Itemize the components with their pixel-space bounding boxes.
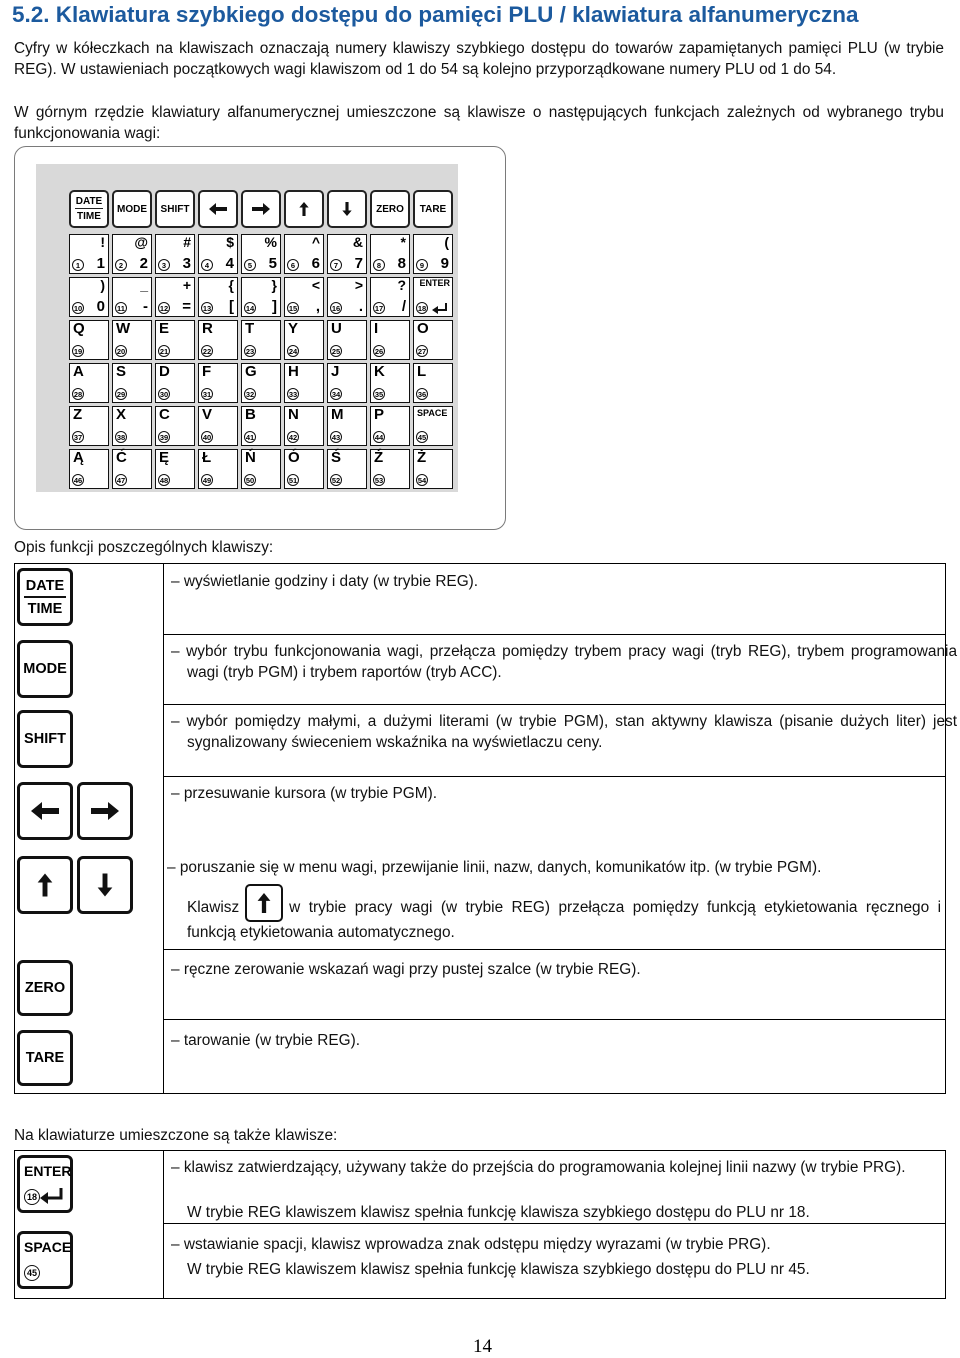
z-row-key-38 xyxy=(112,406,152,446)
key-symbol: { xyxy=(228,277,234,293)
plu-number: 26 xyxy=(374,347,384,356)
q-row-key-22 xyxy=(198,320,238,360)
key-main: 9 xyxy=(440,255,449,272)
plu-number: 19 xyxy=(73,347,83,356)
enter-label: ENTER xyxy=(419,278,450,288)
plu-number: 4 xyxy=(201,259,213,271)
key-letter: Y xyxy=(288,320,299,337)
key-letter: U xyxy=(331,320,342,337)
date-description: – wyświetlanie godziny i daty (w trybie REG). xyxy=(171,573,479,590)
function-keys-table xyxy=(14,563,957,1094)
key-symbol: } xyxy=(271,277,277,293)
key-letter: F xyxy=(202,363,212,380)
key-letter: Ę xyxy=(159,449,170,466)
z-row-key-39 xyxy=(155,406,195,446)
space-label: SPACE xyxy=(24,1239,72,1255)
plu-number: 48 xyxy=(159,476,169,485)
shift-key: SHIFT xyxy=(17,710,73,768)
other-keys-label: Na klawiaturze umieszczone są także klawisze: xyxy=(14,1127,338,1144)
right-arrow-icon xyxy=(91,800,119,822)
date-label: DATE xyxy=(24,578,66,598)
a-row-key-30 xyxy=(155,363,195,403)
arrows-description: – przesuwanie kursora (w trybie PGM). xyxy=(171,785,437,802)
plu-number: 29 xyxy=(116,390,126,399)
updown-description: – poruszanie się w menu wagi, przewijanie linii, nazw, danych, komunikatów itp. (w trybie PGM). xyxy=(167,859,822,876)
key-symbol: < xyxy=(311,277,320,293)
plu-number: 3 xyxy=(158,259,170,271)
plu-number: 37 xyxy=(73,433,83,442)
time-label: TIME xyxy=(27,600,63,617)
polish-row-key-49 xyxy=(198,449,238,489)
key-letter: V xyxy=(202,406,213,423)
shift-description: – wybór pomiędzy małymi, a dużymi literami (w trybie PGM), stan aktywny klawisza (pisanie dużych liter) jest sygnalizowany świeceniem wskaźnika na wyświetlaczu ceny. xyxy=(171,713,957,751)
plu-number: 36 xyxy=(417,390,427,399)
symbol-row-key-15 xyxy=(284,277,324,317)
digit-row-key-4 xyxy=(198,234,238,274)
symbol-row-key-16 xyxy=(327,277,367,317)
key-letter: Ó xyxy=(288,449,300,466)
key-letter: K xyxy=(374,363,385,380)
key-symbol: ^ xyxy=(311,234,320,250)
kbd-down-arrow-key xyxy=(327,190,367,228)
z-row-key-42 xyxy=(284,406,324,446)
digit-row-key-3 xyxy=(155,234,195,274)
key-letter: S xyxy=(116,363,127,380)
key-main: 8 xyxy=(397,255,406,272)
key-letter: Ż xyxy=(417,449,427,466)
plu-number: 2 xyxy=(115,259,127,271)
up-arrow-icon xyxy=(255,893,273,913)
plu-number: 18 xyxy=(417,304,427,313)
key-letter: D xyxy=(159,363,170,380)
key-symbol: # xyxy=(183,234,191,250)
z-row-key-37 xyxy=(69,406,109,446)
key-main: ] xyxy=(272,298,277,315)
date-time-key xyxy=(17,568,73,626)
plu-number: 8 xyxy=(373,259,385,271)
key-letter: O xyxy=(417,320,429,337)
plu-number: 23 xyxy=(245,347,255,356)
mode-description: – wybór trybu funkcjonowania wagi, przełącza pomiędzy trybem pracy wagi (tryb REG), trybem programowania wagi (tryb PGM) i trybem raportów (tryb ACC). xyxy=(171,643,957,681)
key-letter: E xyxy=(159,320,170,337)
key-main: . xyxy=(358,298,363,315)
key-letter: Ą xyxy=(73,449,84,466)
klawisz-word: Klawisz xyxy=(187,899,240,916)
other-keys-table xyxy=(14,1150,946,1299)
z-row-key-43 xyxy=(327,406,367,446)
key-main: 0 xyxy=(96,298,105,315)
key-letter: B xyxy=(245,406,256,423)
plu-number: 15 xyxy=(288,304,298,313)
key-functions-label: Opis funkcji poszczególnych klawiszy: xyxy=(14,539,274,556)
key-letter: Ń xyxy=(245,449,256,466)
symbol-row-key-13 xyxy=(198,277,238,317)
key-main: / xyxy=(401,298,406,315)
symbol-row-key-14 xyxy=(241,277,281,317)
key-letter: X xyxy=(116,406,127,423)
right-arrow-key xyxy=(77,782,133,840)
plu-number: 22 xyxy=(202,347,212,356)
digit-row-key-6 xyxy=(284,234,324,274)
intro-paragraph: Cyfry w kółeczkach na klawiszach oznaczają numery klawiszy szybkiego dostępu do towarów zapamiętanych pamięci PLU (w trybie REG). W ustawieniach początkowych wagi klawiszom od 1 do 54 są kolejno przyporządkowane numery PLU od 1 do 54. xyxy=(14,40,944,78)
a-row-key-32 xyxy=(241,363,281,403)
plu-number: 16 xyxy=(331,304,341,313)
key-letter: C xyxy=(159,406,170,423)
q-row-key-24 xyxy=(284,320,324,360)
q-row-key-26 xyxy=(370,320,410,360)
zero-key: ZERO xyxy=(17,960,73,1016)
kbd-right-arrow-key xyxy=(241,190,281,228)
q-row-key-20 xyxy=(112,320,152,360)
space-number: 45 xyxy=(24,1265,40,1281)
down-arrow-icon xyxy=(96,873,114,897)
digit-row-key-1 xyxy=(69,234,109,274)
q-row-key-19 xyxy=(69,320,109,360)
top-row-paragraph: W górnym rzędzie klawiatury alfanumerycznej umieszczone są klawisze o następujących funkcjach zależnych od wybranego trybu funkcjonowania wagi: xyxy=(14,104,944,142)
q-row-key-23 xyxy=(241,320,281,360)
left-arrow-icon xyxy=(209,202,227,216)
inline-up-key xyxy=(245,884,283,922)
up-arrow-key xyxy=(17,856,73,914)
up-arrow-icon xyxy=(36,873,54,897)
polish-row-key-54 xyxy=(413,449,453,489)
kbd-time-label: TIME xyxy=(77,211,101,222)
klawisz-rest: w trybie pracy wagi (w trybie REG) przełącza pomiędzy funkcją etykietowania ręcznego i funkcją etykietowania automatycznego. xyxy=(187,899,941,941)
symbol-row-key-18 xyxy=(413,277,453,317)
key-symbol: ( xyxy=(444,234,449,250)
key-main: 4 xyxy=(225,255,234,272)
enter-description: – klawisz zatwierdzający, używany także do przejścia do programowania kolejnej linii nazwy (w trybie PRG). xyxy=(171,1159,906,1176)
key-main: 3 xyxy=(182,255,191,272)
key-letter: P xyxy=(374,406,385,423)
kbd-zero-key: ZERO xyxy=(370,190,410,228)
right-arrow-icon xyxy=(252,202,270,216)
plu-number: 5 xyxy=(244,259,256,271)
up-arrow-icon xyxy=(295,202,313,216)
enter-reg-description: W trybie REG klawiszem klawisz spełnia funkcję klawisza szybkiego dostępu do PLU nr 18. xyxy=(187,1204,810,1221)
plu-number: 42 xyxy=(288,433,298,442)
key-letter: W xyxy=(116,320,131,337)
key-letter: Ć xyxy=(116,449,127,466)
key-letter: A xyxy=(73,363,84,380)
key-letter: Z xyxy=(73,406,83,423)
polish-row-key-50 xyxy=(241,449,281,489)
plu-number: 44 xyxy=(374,433,384,442)
plu-number: 17 xyxy=(374,304,384,313)
key-letter: I xyxy=(374,320,379,337)
plu-number: 13 xyxy=(202,304,212,313)
key-letter: H xyxy=(288,363,299,380)
plu-number: 49 xyxy=(202,476,212,485)
plu-number: 28 xyxy=(73,390,83,399)
plu-number: 51 xyxy=(288,476,298,485)
plu-number: 25 xyxy=(331,347,341,356)
key-letter: Ś xyxy=(331,449,342,466)
plu-number: 27 xyxy=(417,347,427,356)
plu-number: 45 xyxy=(417,433,427,442)
key-main: [ xyxy=(229,298,234,315)
q-row-key-27 xyxy=(413,320,453,360)
tare-description: – tarowanie (w trybie REG). xyxy=(171,1032,361,1049)
plu-number: 41 xyxy=(245,433,255,442)
plu-number: 50 xyxy=(245,476,255,485)
plu-number: 30 xyxy=(159,390,169,399)
polish-row-key-48 xyxy=(155,449,195,489)
key-symbol: ! xyxy=(100,234,105,250)
key-main: , xyxy=(315,298,320,315)
symbol-row-key-11 xyxy=(112,277,152,317)
key-symbol: $ xyxy=(226,234,234,250)
q-row-key-25 xyxy=(327,320,367,360)
symbol-row-key-10 xyxy=(69,277,109,317)
plu-number: 12 xyxy=(159,304,169,313)
digit-row-key-7 xyxy=(327,234,367,274)
polish-row-key-52 xyxy=(327,449,367,489)
symbol-row-key-17 xyxy=(370,277,410,317)
key-symbol: @ xyxy=(134,234,148,250)
tare-key: TARE xyxy=(17,1030,73,1086)
page-number: 14 xyxy=(473,1336,492,1357)
key-symbol: ) xyxy=(100,277,105,293)
enter-number: 18 xyxy=(24,1189,40,1205)
z-row-key-40 xyxy=(198,406,238,446)
plu-number: 6 xyxy=(287,259,299,271)
plu-number: 24 xyxy=(288,347,298,356)
plu-number: 53 xyxy=(374,476,384,485)
plu-number: 52 xyxy=(331,476,341,485)
symbol-row-key-12 xyxy=(155,277,195,317)
polish-row-key-46 xyxy=(69,449,109,489)
plu-number: 14 xyxy=(245,304,255,313)
space-key xyxy=(17,1231,73,1289)
plu-number: 34 xyxy=(331,390,341,399)
enter-key xyxy=(17,1155,73,1213)
plu-number: 40 xyxy=(202,433,212,442)
kbd-tare-key: TARE xyxy=(413,190,453,228)
key-main: 1 xyxy=(96,255,105,272)
key-letter: N xyxy=(288,406,299,423)
kbd-up-arrow-key xyxy=(284,190,324,228)
left-arrow-icon xyxy=(31,800,59,822)
key-letter: T xyxy=(245,320,255,337)
polish-row-key-51 xyxy=(284,449,324,489)
down-arrow-icon xyxy=(338,202,356,216)
enter-label: ENTER xyxy=(24,1163,72,1179)
a-row-key-34 xyxy=(327,363,367,403)
plu-number: 46 xyxy=(73,476,83,485)
space-label: SPACE xyxy=(417,408,448,418)
return-icon xyxy=(40,1188,64,1204)
key-letter: R xyxy=(202,320,213,337)
key-letter: L xyxy=(417,363,427,380)
plu-number: 32 xyxy=(245,390,255,399)
plu-number: 21 xyxy=(159,347,169,356)
key-main: = xyxy=(182,298,191,315)
key-main: - xyxy=(143,298,148,315)
key-symbol: + xyxy=(182,277,191,293)
a-row-key-31 xyxy=(198,363,238,403)
plu-number: 47 xyxy=(116,476,126,485)
z-row-key-44 xyxy=(370,406,410,446)
space-reg-description: W trybie REG klawiszem klawisz spełnia funkcję klawisza szybkiego dostępu do PLU nr 45. xyxy=(187,1261,810,1278)
a-row-key-35 xyxy=(370,363,410,403)
key-main: 2 xyxy=(139,255,148,272)
digit-row-key-5 xyxy=(241,234,281,274)
key-letter: J xyxy=(331,363,340,380)
plu-number: 33 xyxy=(288,390,298,399)
key-letter: Ł xyxy=(202,449,212,466)
return-icon xyxy=(432,303,448,314)
down-arrow-key xyxy=(77,856,133,914)
left-arrow-key xyxy=(17,782,73,840)
mode-key: MODE xyxy=(17,640,73,698)
digit-row-key-9 xyxy=(413,234,453,274)
digit-row-key-8 xyxy=(370,234,410,274)
key-main: 7 xyxy=(354,255,363,272)
plu-number: 54 xyxy=(417,476,427,485)
key-letter: Ź xyxy=(374,449,384,466)
klawisz-description xyxy=(187,884,941,943)
a-row-key-29 xyxy=(112,363,152,403)
space-description: – wstawianie spacji, klawisz wprowadza znak odstępu między wyrazami (w trybie PRG). xyxy=(171,1236,771,1253)
key-symbol: _ xyxy=(140,277,148,293)
kbd-mode-key: MODE xyxy=(112,190,152,228)
polish-row-key-53 xyxy=(370,449,410,489)
key-main: 6 xyxy=(311,255,320,272)
plu-number: 43 xyxy=(331,433,341,442)
section-heading: 5.2. Klawiatura szybkiego dostępu do pamięci PLU / klawiatura alfanumeryczna xyxy=(12,2,859,27)
z-row-key-41 xyxy=(241,406,281,446)
key-symbol: ? xyxy=(397,277,406,293)
plu-number: 31 xyxy=(202,390,212,399)
a-row-key-36 xyxy=(413,363,453,403)
a-row-key-28 xyxy=(69,363,109,403)
key-letter: Q xyxy=(73,320,85,337)
kbd-shift-key: SHIFT xyxy=(155,190,195,228)
kbd-date-label: DATE xyxy=(75,196,103,207)
plu-number: 20 xyxy=(116,347,126,356)
plu-number: 35 xyxy=(374,390,384,399)
z-row-key-45 xyxy=(413,406,453,446)
kbd-left-arrow-key xyxy=(198,190,238,228)
polish-row-key-47 xyxy=(112,449,152,489)
plu-number: 10 xyxy=(73,304,83,313)
plu-number: 39 xyxy=(159,433,169,442)
plu-number: 11 xyxy=(115,302,127,314)
plu-number: 9 xyxy=(416,259,428,271)
zero-description: – ręczne zerowanie wskazań wagi przy pustej szalce (w trybie REG). xyxy=(171,961,641,978)
key-letter: M xyxy=(331,406,344,423)
digit-row-key-2 xyxy=(112,234,152,274)
plu-number: 1 xyxy=(72,259,84,271)
kbd-date-time-key xyxy=(69,190,109,228)
key-symbol: & xyxy=(352,234,363,250)
plu-number: 7 xyxy=(330,259,342,271)
key-symbol: % xyxy=(264,234,277,250)
plu-number: 38 xyxy=(116,433,126,442)
a-row-key-33 xyxy=(284,363,324,403)
key-main: 5 xyxy=(268,255,277,272)
key-symbol: > xyxy=(354,277,363,293)
q-row-key-21 xyxy=(155,320,195,360)
key-letter: G xyxy=(245,363,257,380)
key-symbol: * xyxy=(400,234,406,250)
